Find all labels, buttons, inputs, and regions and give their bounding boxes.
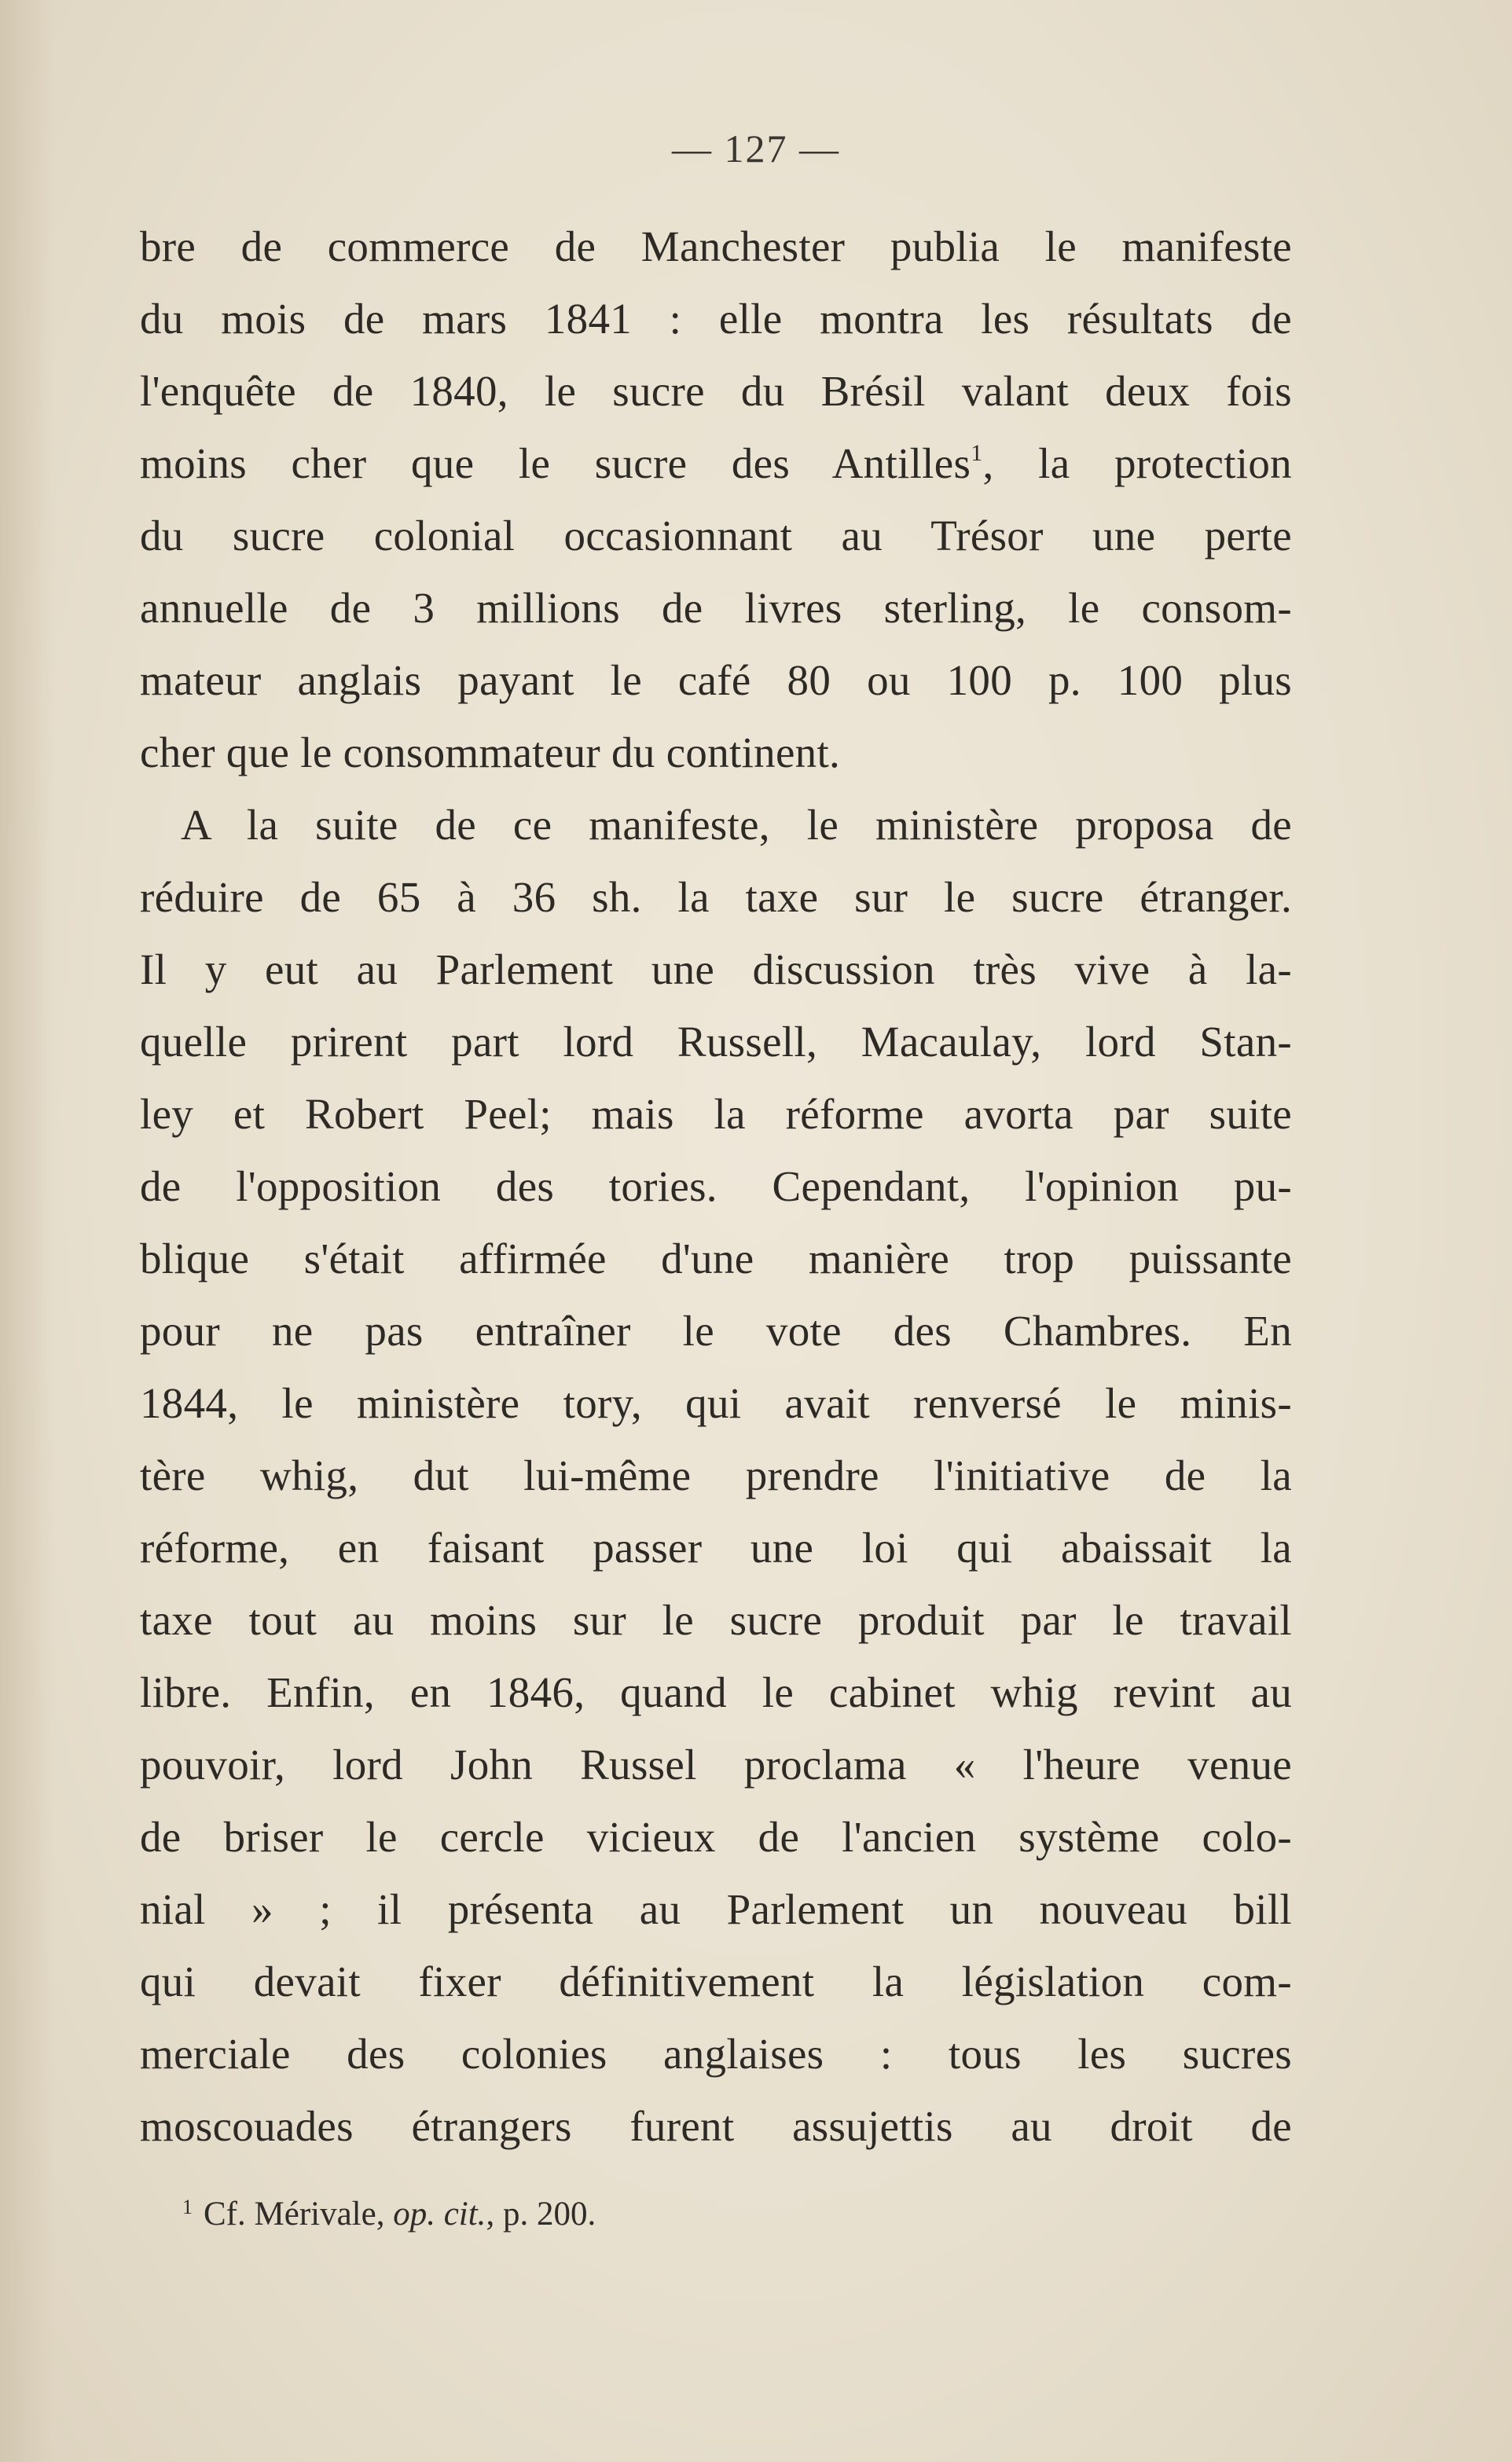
- text-line: pour ne pas entraîner le vote des Chambres. En: [140, 1307, 1292, 1355]
- text-line: pouvoir, lord John Russel proclama « l'heure venue: [140, 1741, 1292, 1789]
- text-line: de briser le cercle vicieux de l'ancien système colo-: [140, 1813, 1292, 1861]
- text-line: merciale des colonies anglaises : tous les sucres: [140, 2030, 1292, 2078]
- footnote-reference: 1: [971, 440, 983, 466]
- text-line-part: , la protection: [982, 439, 1292, 487]
- text-line-with-footnote-ref: [140, 427, 1292, 500]
- footnote: [182, 2192, 596, 2236]
- text-line: tère whig, dut lui-même prendre l'initiative de la: [140, 1451, 1292, 1499]
- footnote-suffix: , p. 200.: [486, 2196, 596, 2233]
- text-line: de l'opposition des tories. Cependant, l'opinion pu-: [140, 1162, 1292, 1210]
- text-line: quelle prirent part lord Russell, Macaulay, lord Stan-: [140, 1018, 1292, 1066]
- text-line: Il y eut au Parlement une discussion très vive à la-: [140, 945, 1292, 993]
- text-line: nial » ; il présenta au Parlement un nouveau bill: [140, 1885, 1292, 1933]
- text-line: moscouades étrangers furent assujettis au droit de: [140, 2102, 1292, 2150]
- text-line: du mois de mars 1841 : elle montra les résultats de: [140, 295, 1292, 343]
- text-line: mateur anglais payant le café 80 ou 100 p. 100 plus: [140, 656, 1292, 704]
- text-line: blique s'était affirmée d'une manière trop puissante: [140, 1235, 1292, 1282]
- footnote-prefix: Cf. Mérivale,: [204, 2196, 394, 2233]
- page-edge-shadow: [0, 0, 55, 2462]
- text-line: taxe tout au moins sur le sucre produit par le travail: [140, 1596, 1292, 1644]
- text-line: ley et Robert Peel; mais la réforme avorta par suite: [140, 1090, 1292, 1138]
- text-line: libre. Enfin, en 1846, quand le cabinet whig revint au: [140, 1668, 1292, 1716]
- body-text: [140, 211, 1292, 2163]
- text-line: réduire de 65 à 36 sh. la taxe sur le sucre étranger.: [140, 873, 1292, 921]
- text-line: annuelle de 3 millions de livres sterling, le consom-: [140, 584, 1292, 632]
- text-line: 1844, le ministère tory, qui avait renversé le minis-: [140, 1379, 1292, 1427]
- text-line: réforme, en faisant passer une loi qui abaissait la: [140, 1524, 1292, 1572]
- text-line: cher que le consommateur du continent.: [140, 728, 841, 776]
- text-line: bre de commerce de Manchester publia le manifeste: [140, 222, 1292, 270]
- text-line: du sucre colonial occasionnant au Trésor une perte: [140, 512, 1292, 560]
- text-line: l'enquête de 1840, le sucre du Brésil valant deux fois: [140, 367, 1292, 415]
- page-number: — 127 —: [672, 127, 840, 171]
- text-line: qui devait fixer définitivement la législation com-: [140, 1957, 1292, 2005]
- footnote-italic: op. cit.: [393, 2196, 486, 2233]
- text-line-part: moins cher que le sucre des Antilles: [140, 439, 971, 487]
- footnote-marker: 1: [182, 2196, 193, 2218]
- text-line: A la suite de ce manifeste, le ministère proposa de: [181, 801, 1292, 849]
